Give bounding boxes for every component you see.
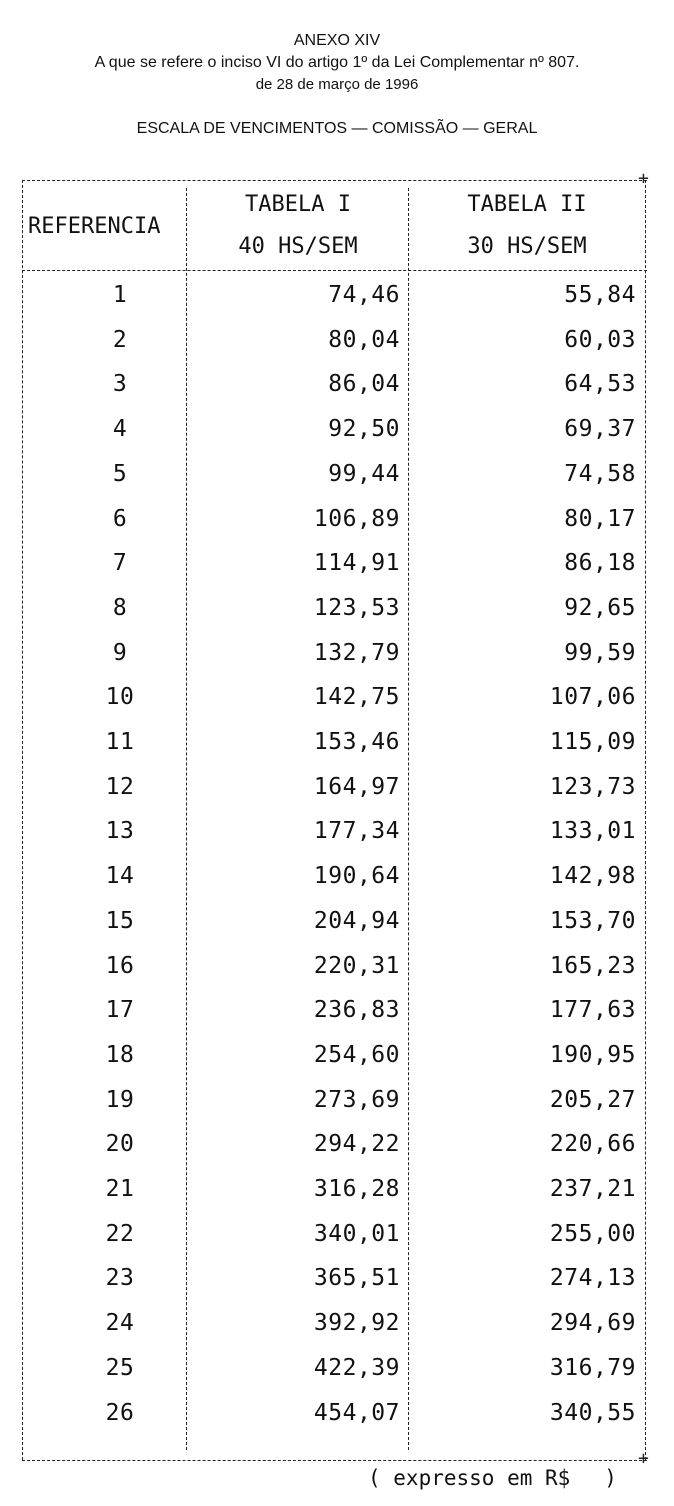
tabela-1-value: 74,46 xyxy=(328,282,400,308)
tabela-1-value: 177,34 xyxy=(313,818,400,844)
tabela-1-value: 365,51 xyxy=(313,1265,400,1291)
reference-cell: 7 xyxy=(112,550,128,576)
tabela-1-value: 132,79 xyxy=(313,640,400,666)
tabela-1-value: 153,46 xyxy=(313,729,400,755)
corner-mark-bottom-right: + xyxy=(638,1448,649,1469)
tabela-2-value: 294,69 xyxy=(549,1310,636,1336)
reference-cell: 8 xyxy=(112,595,128,621)
table-left-border xyxy=(22,180,23,1460)
legal-reference-line-1: A que se refere o inciso VI do artigo 1º da Lei Complementar nº 807. xyxy=(94,54,580,71)
tabela-2-value: 60,03 xyxy=(564,327,636,353)
tabela-1-value: 340,01 xyxy=(313,1221,400,1247)
tabela-2-value: 86,18 xyxy=(564,550,636,576)
tabela-2-value: 316,79 xyxy=(549,1355,636,1381)
header-separator xyxy=(22,270,647,271)
reference-cell: 2 xyxy=(112,327,128,353)
reference-cell: 19 xyxy=(105,1087,135,1113)
reference-cell: 13 xyxy=(105,818,135,844)
currency-note-text: ( expresso em R$ xyxy=(368,1466,571,1490)
table-top-border xyxy=(22,180,647,181)
tabela-1-value: 316,28 xyxy=(313,1176,400,1202)
tabela-2-value: 92,65 xyxy=(564,595,636,621)
column-header-tabela-2-hours: 30 HS/SEM xyxy=(467,234,587,259)
reference-cell: 25 xyxy=(105,1355,135,1381)
reference-cell: 15 xyxy=(105,908,135,934)
reference-cell: 5 xyxy=(112,461,128,487)
tabela-2-value: 255,00 xyxy=(549,1221,636,1247)
reference-cell: 12 xyxy=(105,774,135,800)
column-divider-1 xyxy=(186,188,187,1450)
reference-cell: 23 xyxy=(105,1265,135,1291)
tabela-1-value: 114,91 xyxy=(313,550,400,576)
tabela-2-value: 80,17 xyxy=(564,506,636,532)
column-header-tabela-1: TABELA I xyxy=(245,192,351,217)
legal-reference-line-2: de 28 de março de 1996 xyxy=(255,76,419,93)
tabela-1-value: 164,97 xyxy=(313,774,400,800)
reference-cell: 18 xyxy=(105,1042,135,1068)
tabela-2-value: 55,84 xyxy=(564,282,636,308)
reference-cell: 6 xyxy=(112,506,128,532)
scale-title: ESCALA DE VENCIMENTOS — COMISSÃO — GERAL xyxy=(136,120,538,137)
tabela-1-value: 236,83 xyxy=(313,997,400,1023)
tabela-2-value: 165,23 xyxy=(549,953,636,979)
currency-note xyxy=(368,1466,617,1490)
reference-cell: 20 xyxy=(105,1131,135,1157)
reference-cell: 10 xyxy=(105,684,135,710)
tabela-1-value: 190,64 xyxy=(313,863,400,889)
tabela-1-value: 294,22 xyxy=(313,1131,400,1157)
reference-cell: 21 xyxy=(105,1176,135,1202)
tabela-1-value: 422,39 xyxy=(313,1355,400,1381)
reference-cell: 1 xyxy=(112,282,128,308)
tabela-2-value: 133,01 xyxy=(549,818,636,844)
reference-cell: 3 xyxy=(112,371,128,397)
table-right-border xyxy=(645,180,646,1460)
tabela-2-value: 190,95 xyxy=(549,1042,636,1068)
tabela-1-value: 392,92 xyxy=(313,1310,400,1336)
reference-cell: 24 xyxy=(105,1310,135,1336)
tabela-2-value: 142,98 xyxy=(549,863,636,889)
reference-cell: 26 xyxy=(105,1400,135,1426)
tabela-2-value: 205,27 xyxy=(549,1087,636,1113)
tabela-2-value: 237,21 xyxy=(549,1176,636,1202)
tabela-1-value: 99,44 xyxy=(328,461,400,487)
tabela-2-value: 64,53 xyxy=(564,371,636,397)
tabela-2-value: 99,59 xyxy=(564,640,636,666)
tabela-2-value: 74,58 xyxy=(564,461,636,487)
reference-cell: 9 xyxy=(112,640,128,666)
reference-cell: 14 xyxy=(105,863,135,889)
corner-mark-top-right: + xyxy=(638,168,649,189)
tabela-2-value: 107,06 xyxy=(549,684,636,710)
tabela-2-value: 69,37 xyxy=(564,416,636,442)
tabela-2-value: 115,09 xyxy=(549,729,636,755)
reference-cell: 22 xyxy=(105,1221,135,1247)
tabela-2-value: 340,55 xyxy=(549,1400,636,1426)
tabela-1-value: 204,94 xyxy=(313,908,400,934)
tabela-2-value: 274,13 xyxy=(549,1265,636,1291)
tabela-1-value: 123,53 xyxy=(313,595,400,621)
tabela-2-value: 153,70 xyxy=(549,908,636,934)
tabela-1-value: 273,69 xyxy=(313,1087,400,1113)
tabela-1-value: 220,31 xyxy=(313,953,400,979)
annex-title: ANEXO XIV xyxy=(293,32,381,49)
column-header-referencia: REFERENCIA xyxy=(28,214,161,239)
column-divider-2 xyxy=(408,188,409,1450)
reference-cell: 16 xyxy=(105,953,135,979)
tabela-1-value: 142,75 xyxy=(313,684,400,710)
tabela-1-value: 454,07 xyxy=(313,1400,400,1426)
column-header-tabela-1-hours: 40 HS/SEM xyxy=(238,234,358,259)
reference-cell: 11 xyxy=(105,729,135,755)
tabela-1-value: 80,04 xyxy=(328,327,400,353)
reference-cell: 4 xyxy=(112,416,128,442)
reference-cell: 17 xyxy=(105,997,135,1023)
currency-note-close: ) xyxy=(604,1466,617,1490)
tabela-1-value: 254,60 xyxy=(313,1042,400,1068)
column-header-tabela-2: TABELA II xyxy=(467,192,587,217)
tabela-1-value: 86,04 xyxy=(328,371,400,397)
tabela-2-value: 177,63 xyxy=(549,997,636,1023)
tabela-1-value: 106,89 xyxy=(313,506,400,532)
table-bottom-border xyxy=(22,1460,647,1461)
tabela-2-value: 220,66 xyxy=(549,1131,636,1157)
tabela-2-value: 123,73 xyxy=(549,774,636,800)
tabela-1-value: 92,50 xyxy=(328,416,400,442)
